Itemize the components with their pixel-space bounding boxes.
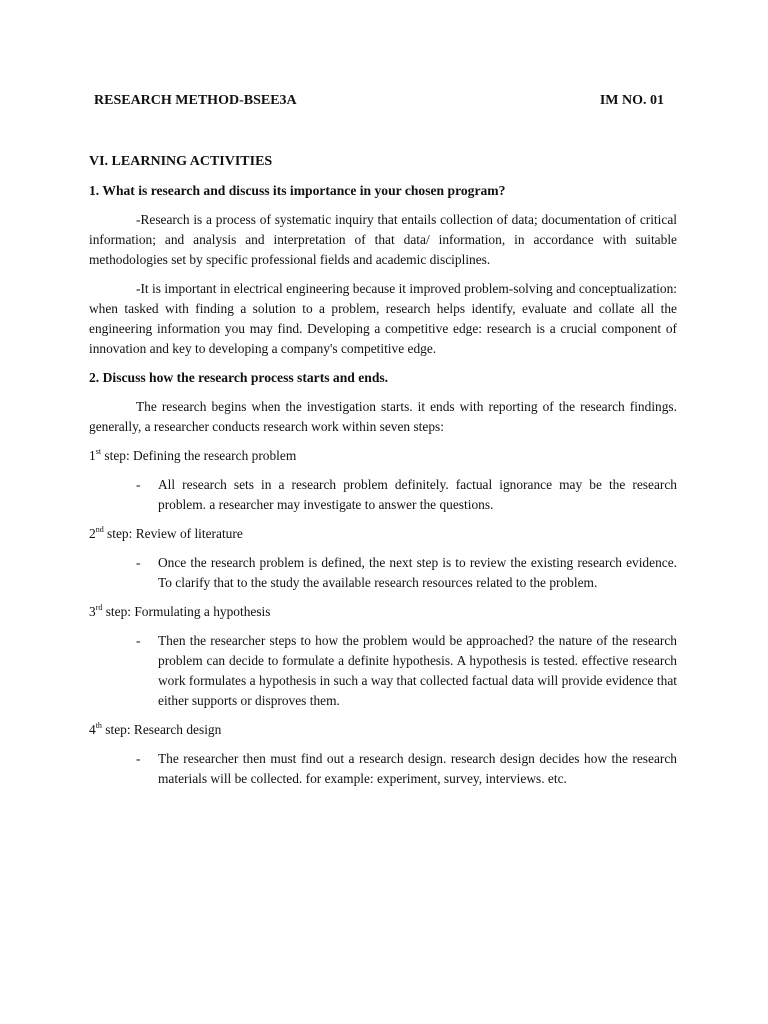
step-3-bullet-text: Then the researcher steps to how the problem would be approached? the nature of the research problem can decide to formulate a definite hypothesis. A hypothesis is tested. effective research work formulates a hypothesis in such a way that collected factual data will provide evidence that either supports or disproves them. xyxy=(158,633,677,708)
bullet-dash: - xyxy=(136,633,141,648)
step-2-ordinal: nd xyxy=(95,525,104,534)
answer-1-paragraph-1: -Research is a process of systematic inquiry that entails collection of data; documentation of critical information; and analysis and interpretation of that data/ information, in accordance with suitable methodologies set by specific professional fields and academic disciplines. xyxy=(89,212,677,267)
step-4-ordinal: th xyxy=(95,721,102,730)
step-3-label: step: Formulating a hypothesis xyxy=(102,604,271,619)
bullet-dash: - xyxy=(136,751,141,766)
question-1: 1. What is research and discuss its importance in your chosen program? xyxy=(89,183,506,198)
step-1-bullet-text: All research sets in a research problem definitely. factual ignorance may be the research problem. a researcher may investigate to answer the questions. xyxy=(158,477,677,512)
answer-1-paragraph-2: -It is important in electrical engineering because it improved problem-solving and conceptualization: when tasked with finding a solution to a problem, research helps identify, evaluate and collate all the engineering information you may find. Developing a competitive edge: research is a crucial component of innovation and key to developing a company's competitive edge. xyxy=(89,281,677,356)
question-2: 2. Discuss how the research process starts and ends. xyxy=(89,370,389,385)
step-1-ordinal: st xyxy=(95,447,102,456)
step-1-label: step: Defining the research problem xyxy=(101,448,297,463)
step-2-bullet xyxy=(89,553,677,593)
document-body xyxy=(89,152,677,789)
step-3-ordinal: rd xyxy=(95,603,103,612)
step-3-heading xyxy=(89,602,677,622)
step-4-label: step: Research design xyxy=(101,722,222,737)
course-code: RESEARCH METHOD-BSEE3A xyxy=(94,93,297,108)
im-number: IM NO. 01 xyxy=(599,93,664,108)
answer-2-intro: The research begins when the investigation starts. it ends with reporting of the research findings. generally, a researcher conducts research work within seven steps: xyxy=(89,399,677,434)
step-4-heading xyxy=(89,720,677,740)
bullet-dash: - xyxy=(136,555,141,570)
section-title: VI. LEARNING ACTIVITIES xyxy=(89,154,273,169)
step-1-bullet xyxy=(89,475,677,515)
step-3-number: 3 xyxy=(89,604,96,619)
step-3-bullet xyxy=(89,631,677,711)
step-2-number: 2 xyxy=(89,526,96,541)
step-2-heading xyxy=(89,524,677,544)
bullet-dash: - xyxy=(136,477,141,492)
step-4-bullet-text: The researcher then must find out a research design. research design decides how the research materials will be collected. for example: experiment, survey, interviews. etc. xyxy=(158,751,677,786)
step-4-bullet xyxy=(89,749,677,789)
step-2-label: step: Review of literature xyxy=(103,526,243,541)
step-1-number: 1 xyxy=(89,448,96,463)
step-1-heading xyxy=(89,446,677,466)
step-4-number: 4 xyxy=(89,722,96,737)
step-2-bullet-text: Once the research problem is defined, the next step is to review the existing research evidence. To clarify that to the study the available research resources related to the problem. xyxy=(158,555,677,590)
